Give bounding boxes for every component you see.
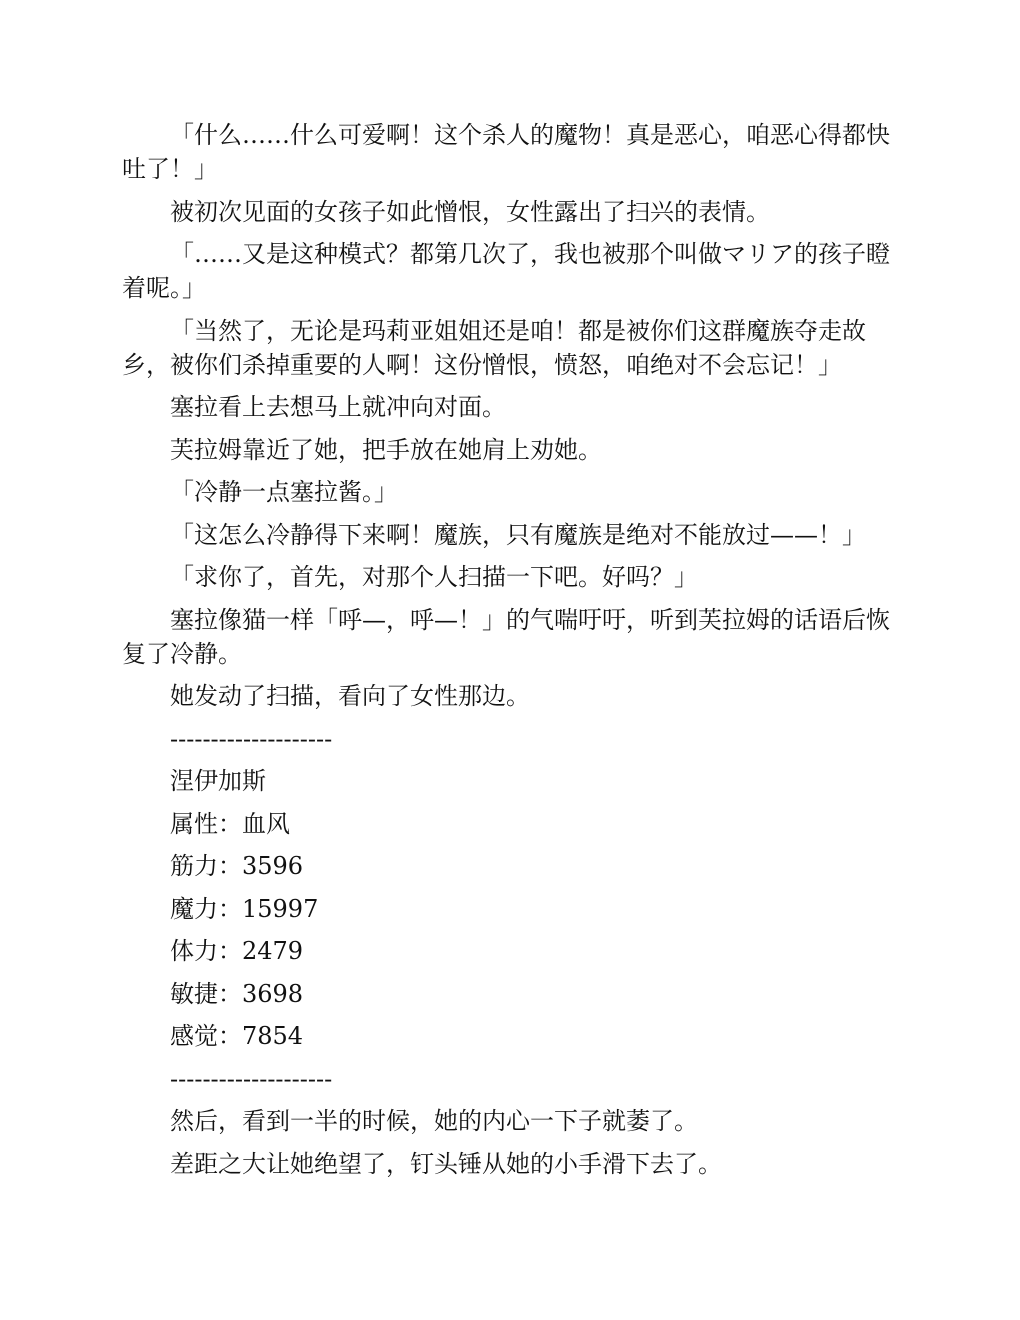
- status-name: 涅伊加斯: [170, 767, 266, 795]
- paragraph-1: 「什么……什么可爱啊！这个杀人的魔物！真是恶心，咱恶心得都快吐了！」: [122, 121, 890, 183]
- paragraph-3: 「……又是这种模式？都第几次了，我也被那个叫做マリア的孩子瞪着呢。」: [122, 240, 890, 302]
- paragraph-4: 「当然了，无论是玛莉亚姐姐还是咱！都是被你们这群魔族夺走故乡，被你们杀掉重要的人啊！这份憎恨，愤怒，咱绝对不会忘记！」: [122, 316, 866, 379]
- status-magic: 魔力：15997: [170, 894, 319, 923]
- paragraph-13: 差距之大让她绝望了，钉头锤从她的小手滑下去了。: [170, 1149, 722, 1178]
- paragraph-10: 塞拉像猫一样「呼—，呼—！」的气喘吁吁，听到芙拉姆的话语后恢复了冷静。: [122, 605, 890, 668]
- status-sense: 感觉：7854: [170, 1022, 304, 1050]
- status-attribute: 属性：血风: [170, 809, 290, 838]
- status-divider-bottom: --------------------: [170, 1064, 333, 1093]
- paragraph-8: 「这怎么冷静得下来啊！魔族，只有魔族是绝对不能放过——！」: [170, 520, 866, 549]
- status-stamina: 体力：2479: [170, 937, 304, 965]
- paragraph-7: 「冷静一点塞拉酱。」: [170, 478, 398, 506]
- paragraph-2: 被初次见面的女孩子如此憎恨，女性露出了扫兴的表情。: [170, 197, 770, 226]
- paragraph-11: 她发动了扫描，看向了女性那边。: [170, 682, 530, 710]
- status-agility: 敏捷：3698: [170, 979, 304, 1008]
- status-strength: 筋力：3596: [170, 852, 304, 880]
- status-divider-top: --------------------: [170, 724, 333, 753]
- paragraph-9: 「求你了，首先，对那个人扫描一下吧。好吗？」: [170, 563, 698, 591]
- paragraph-12: 然后，看到一半的时候，她的内心一下子就萎了。: [170, 1107, 698, 1135]
- document-page: [122, 118, 898, 1189]
- paragraph-6: 芙拉姆靠近了她，把手放在她肩上劝她。: [170, 435, 602, 464]
- paragraph-5: 塞拉看上去想马上就冲向对面。: [170, 393, 506, 421]
